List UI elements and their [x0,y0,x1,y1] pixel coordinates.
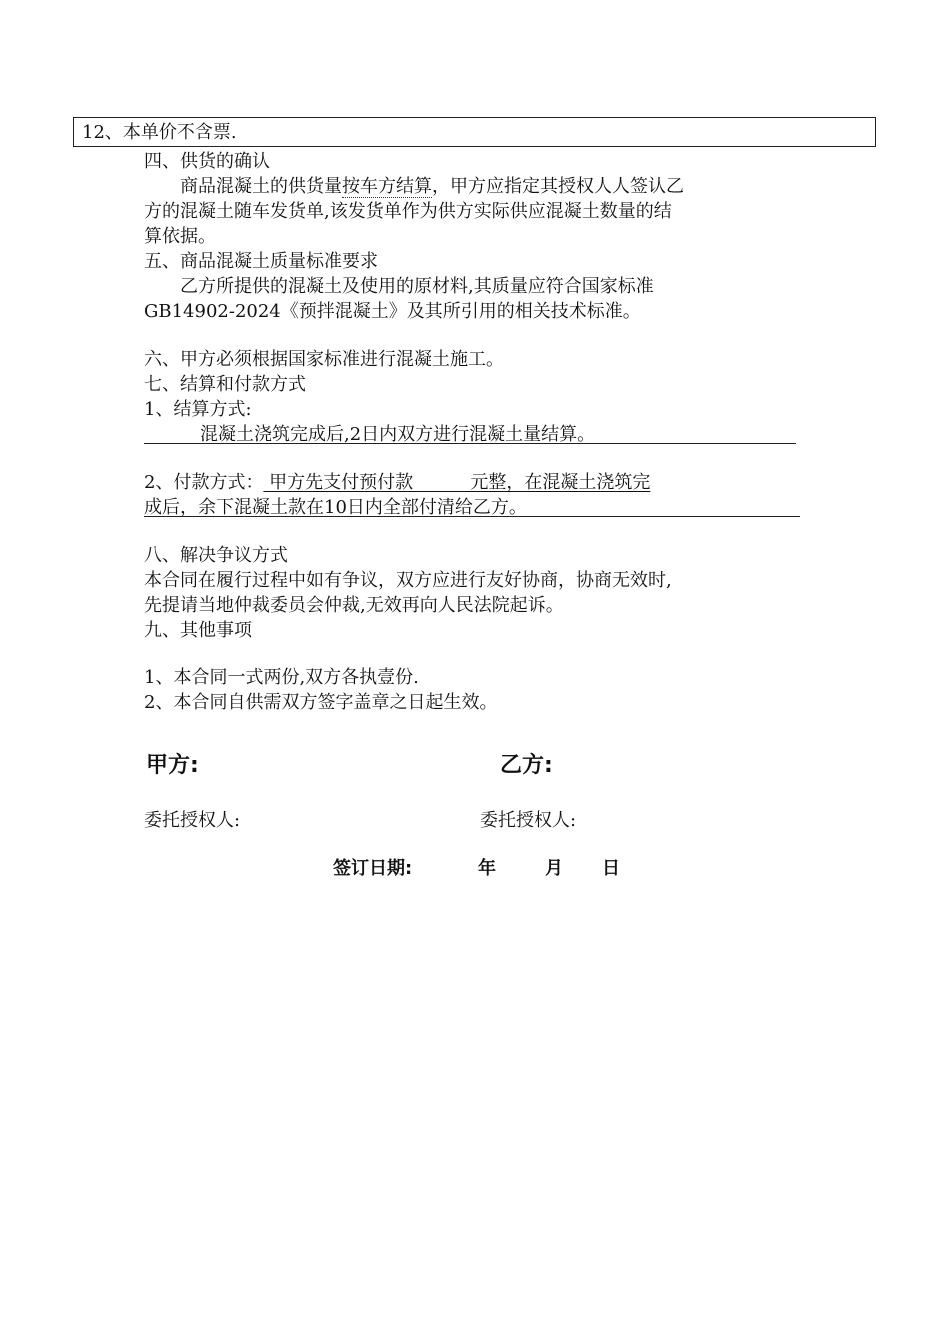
section-9-heading: 九、其他事项 [144,620,252,641]
item-12-text: 12、本单价不含票. [82,122,237,143]
section-8-para-line2: 先提请当地仲裁委员会仲裁,无效再向人民法院起诉。 [144,595,564,616]
agent-a-label: 委托授权人: [144,810,241,831]
signing-date-label: 签订日期: [333,858,413,879]
settlement-text: 混凝土浇筑完成后,2日内双方进行混凝土量结算。 [200,424,596,445]
payment-underline [144,516,800,517]
section-6-heading: 六、甲方必须根据国家标准进行混凝土施工。 [144,349,504,370]
date-year: 年 [478,858,496,879]
s4-p1-pre: 商品混凝土的供货量 [180,176,342,197]
date-month: 月 [545,858,563,879]
section-8-heading: 八、解决争议方式 [144,545,288,566]
section-8-para-line1: 本合同在履行过程中如有争议，双方应进行友好协商，协商无效时, [144,570,672,591]
section-4-para-line3: 算依据。 [144,226,216,247]
agent-b-label: 委托授权人: [480,810,577,831]
payment-text1: 甲方先支付预付款 元整，在混凝土浇筑完 [263,472,651,493]
settlement-label: 1、结算方式: [144,399,252,420]
section-9-item2: 2、本合同自供需双方签字盖章之日起生效。 [144,692,498,713]
section-9-item1: 1、本合同一式两份,双方各执壹份. [144,667,419,688]
section-4-heading: 四、供货的确认 [144,151,270,172]
s4-p1-post: ，甲方应指定其授权人人签认乙 [432,176,684,197]
section-5-heading: 五、商品混凝土质量标准要求 [144,251,378,272]
party-a-label: 甲方: [146,753,199,778]
payment-line2: 成后，余下混凝土款在10日内全部付清给乙方。 [144,497,527,518]
s4-p1-mark: 按车方结算 [342,176,432,197]
section-4-para-line1 [180,175,684,199]
item-12-row [73,117,876,147]
date-day: 日 [602,858,620,879]
section-7-heading: 七、结算和付款方式 [144,374,306,395]
party-b-label: 乙方: [500,753,553,778]
section-5-para-line2: GB14902-2024《预拌混凝土》及其所引用的相关技术标准。 [144,301,641,322]
section-4-para-line2: 方的混凝土随车发货单,该发货单作为供方实际供应混凝土数量的结 [144,201,672,222]
section-5-para-line1: 乙方所提供的混凝土及使用的原材料,其质量应符合国家标准 [180,276,654,297]
payment-line1 [144,471,650,495]
payment-label: 2、付款方式： [144,472,264,493]
settlement-underline [144,443,796,444]
